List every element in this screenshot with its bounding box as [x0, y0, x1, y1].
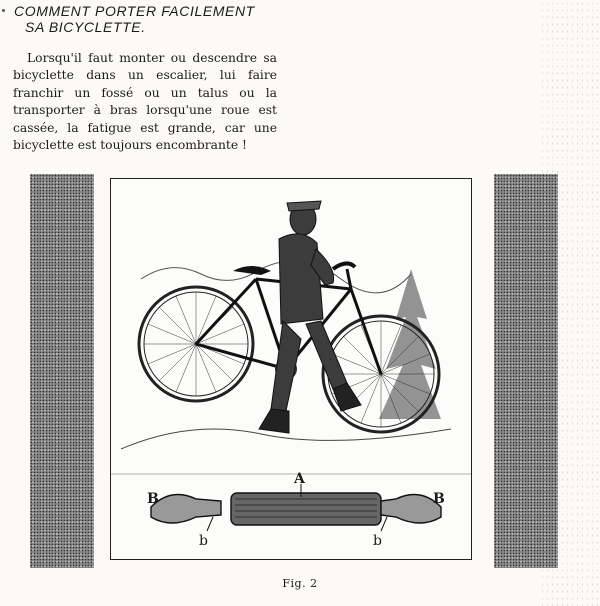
right-decorative-band	[494, 174, 558, 568]
label-b-right: B	[433, 491, 445, 507]
title-line-2: SA BICYCLETTE.	[25, 19, 146, 35]
figure-caption: Fig. 2	[282, 577, 318, 590]
label-small-b-right: b	[373, 533, 382, 549]
label-a: A	[294, 471, 305, 487]
article-title	[14, 3, 294, 35]
left-decorative-band	[30, 174, 94, 568]
title-line-1: COMMENT PORTER FACILEMENT	[14, 3, 255, 19]
article-paragraph: Lorsqu'il faut monter ou descendre sa bicyclette dans un escalier, lui faire franchir un fossé ou un talus ou la transporter à bras lorsqu'une roue est cassée, la fatigue est grande, car une bicyclette est toujours encombrante !	[13, 51, 277, 153]
figure-frame	[110, 178, 472, 560]
margin-dot	[2, 9, 5, 12]
carrying-handle-illustration	[151, 484, 441, 531]
label-small-b-left: b	[199, 533, 208, 549]
man-carrying-bicycle-illustration	[111, 179, 471, 559]
label-b-left: B	[147, 491, 159, 507]
